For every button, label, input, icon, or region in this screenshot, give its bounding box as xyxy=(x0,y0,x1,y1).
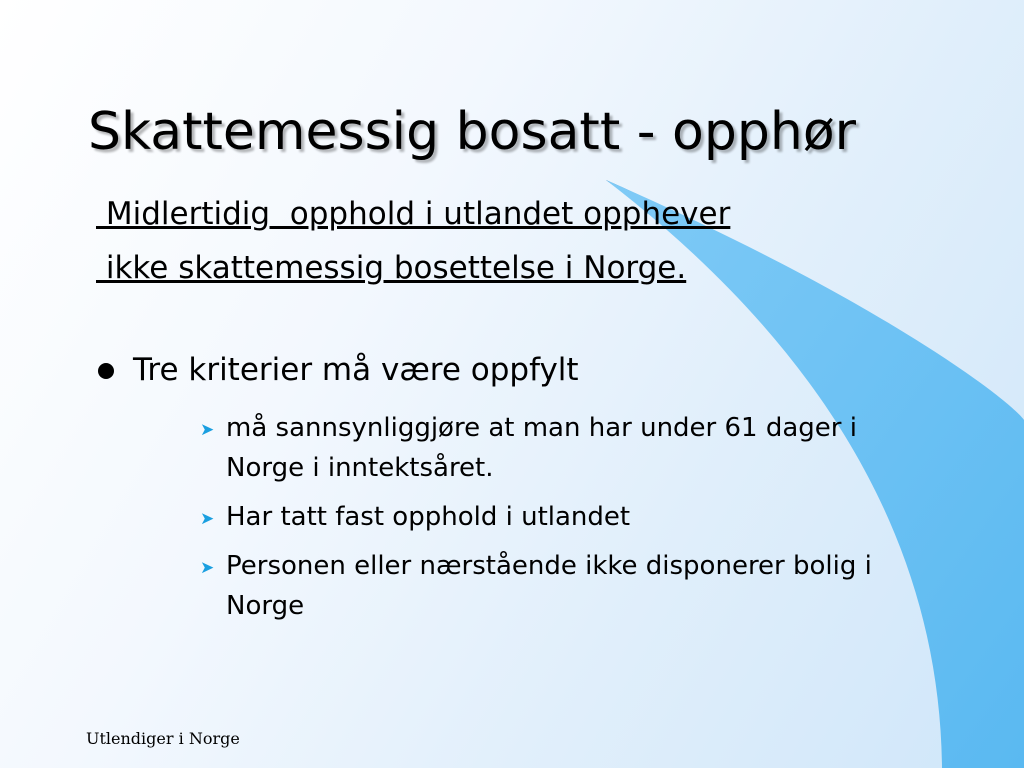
arrowhead-bullet-icon: ➤ xyxy=(200,509,215,529)
footer-text: Utlendiger i Norge xyxy=(86,729,240,748)
main-bullet-text: Tre kriterier må være oppfylt xyxy=(133,352,579,388)
sub-bullet xyxy=(200,408,900,488)
sub-bullet xyxy=(200,546,900,626)
arrowhead-bullet-icon: ➤ xyxy=(200,420,215,440)
intro-line-1: Midlertidig opphold i utlandet opphever xyxy=(96,196,731,232)
intro-line-2: ikke skattemessig bosettelse i Norge. xyxy=(96,250,687,286)
sub-bullet-text: Har tatt fast opphold i utlandet xyxy=(226,502,631,532)
sub-bullet-text: Personen eller nærstående ikke disponerer bolig i Norge xyxy=(226,551,872,621)
sub-bullet xyxy=(200,497,900,537)
arrowhead-bullet-icon: ➤ xyxy=(200,558,215,578)
filled-circle-bullet-icon xyxy=(98,363,114,379)
sub-bullet-list xyxy=(200,408,900,635)
sub-bullet-text: må sannsynliggjøre at man har under 61 dager i Norge i inntektsåret. xyxy=(226,413,857,483)
slide-title: Skattemessig bosatt - opphør xyxy=(88,102,857,162)
main-bullet xyxy=(98,350,579,390)
